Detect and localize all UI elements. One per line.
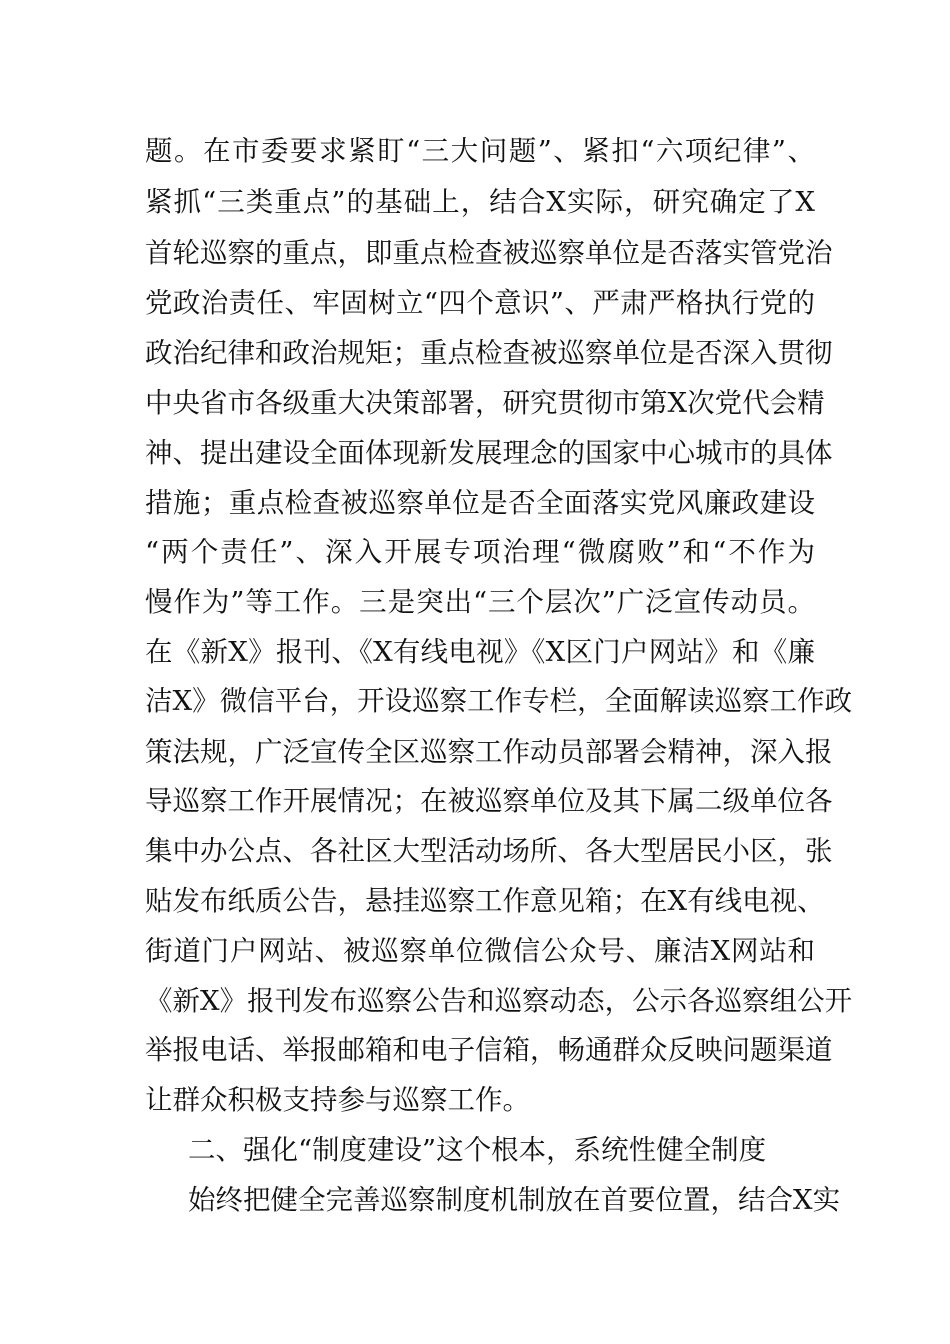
body-text-line: 措施；重点检查被巡察单位是否全面落实党风廉政建设 xyxy=(145,487,815,519)
body-text-line: 策法规，广泛宣传全区巡察工作动员部署会精神，深入报 xyxy=(145,736,833,768)
body-text-line: 神、提出建设全面体现新发展理念的国家中心城市的具体 xyxy=(145,437,833,469)
body-text-line: 政治纪律和政治规矩；重点检查被巡察单位是否深入贯彻 xyxy=(145,337,833,369)
body-text-line: 始终把健全完善巡察制度机制放在首要位置，结合X实 xyxy=(188,1184,841,1216)
section-heading: 二、强化“制度建设”这个根本，系统性健全制度 xyxy=(188,1134,767,1166)
body-text-line: 紧抓“三类重点”的基础上，结合X实际，研究确定了X xyxy=(145,186,815,218)
body-text-line: 首轮巡察的重点，即重点检查被巡察单位是否落实管党治 xyxy=(145,237,833,269)
body-text-line: 集中办公点、各社区大型活动场所、各大型居民小区，张 xyxy=(145,835,833,867)
body-text-line: 题。在市委要求紧盯“三大问题”、紧扣“六项纪律”、 xyxy=(145,135,815,167)
body-text-line: 《新X》报刊发布巡察公告和巡察动态，公示各巡察组公开 xyxy=(145,985,853,1017)
body-text-line: “两个责任”、深入开展专项治理“微腐败”和“不作为 xyxy=(145,536,815,568)
body-text-line: 慢作为”等工作。三是突出“三个层次”广泛宣传动员。 xyxy=(145,586,815,618)
body-text-line: 导巡察工作开展情况；在被巡察单位及其下属二级单位各 xyxy=(145,785,833,817)
body-text-line: 在《新X》报刊、《X有线电视》《X区门户网站》和《廉 xyxy=(145,636,815,668)
body-text-line: 贴发布纸质公告，悬挂巡察工作意见箱；在X有线电视、 xyxy=(145,885,825,917)
body-text-line: 街道门户网站、被巡察单位微信公众号、廉洁X网站和 xyxy=(145,935,815,967)
body-text-line: 举报电话、举报邮箱和电子信箱，畅通群众反映问题渠道 xyxy=(145,1034,833,1066)
body-text-line: 洁X》微信平台，开设巡察工作专栏，全面解读巡察工作政 xyxy=(145,685,853,717)
body-text-line: 中央省市各级重大决策部署，研究贯彻市第X次党代会精 xyxy=(145,387,825,419)
body-text-line: 让群众积极支持参与巡察工作。 xyxy=(145,1084,530,1116)
body-text-line: 党政治责任、牢固树立“四个意识”、严肃严格执行党的 xyxy=(145,287,815,319)
